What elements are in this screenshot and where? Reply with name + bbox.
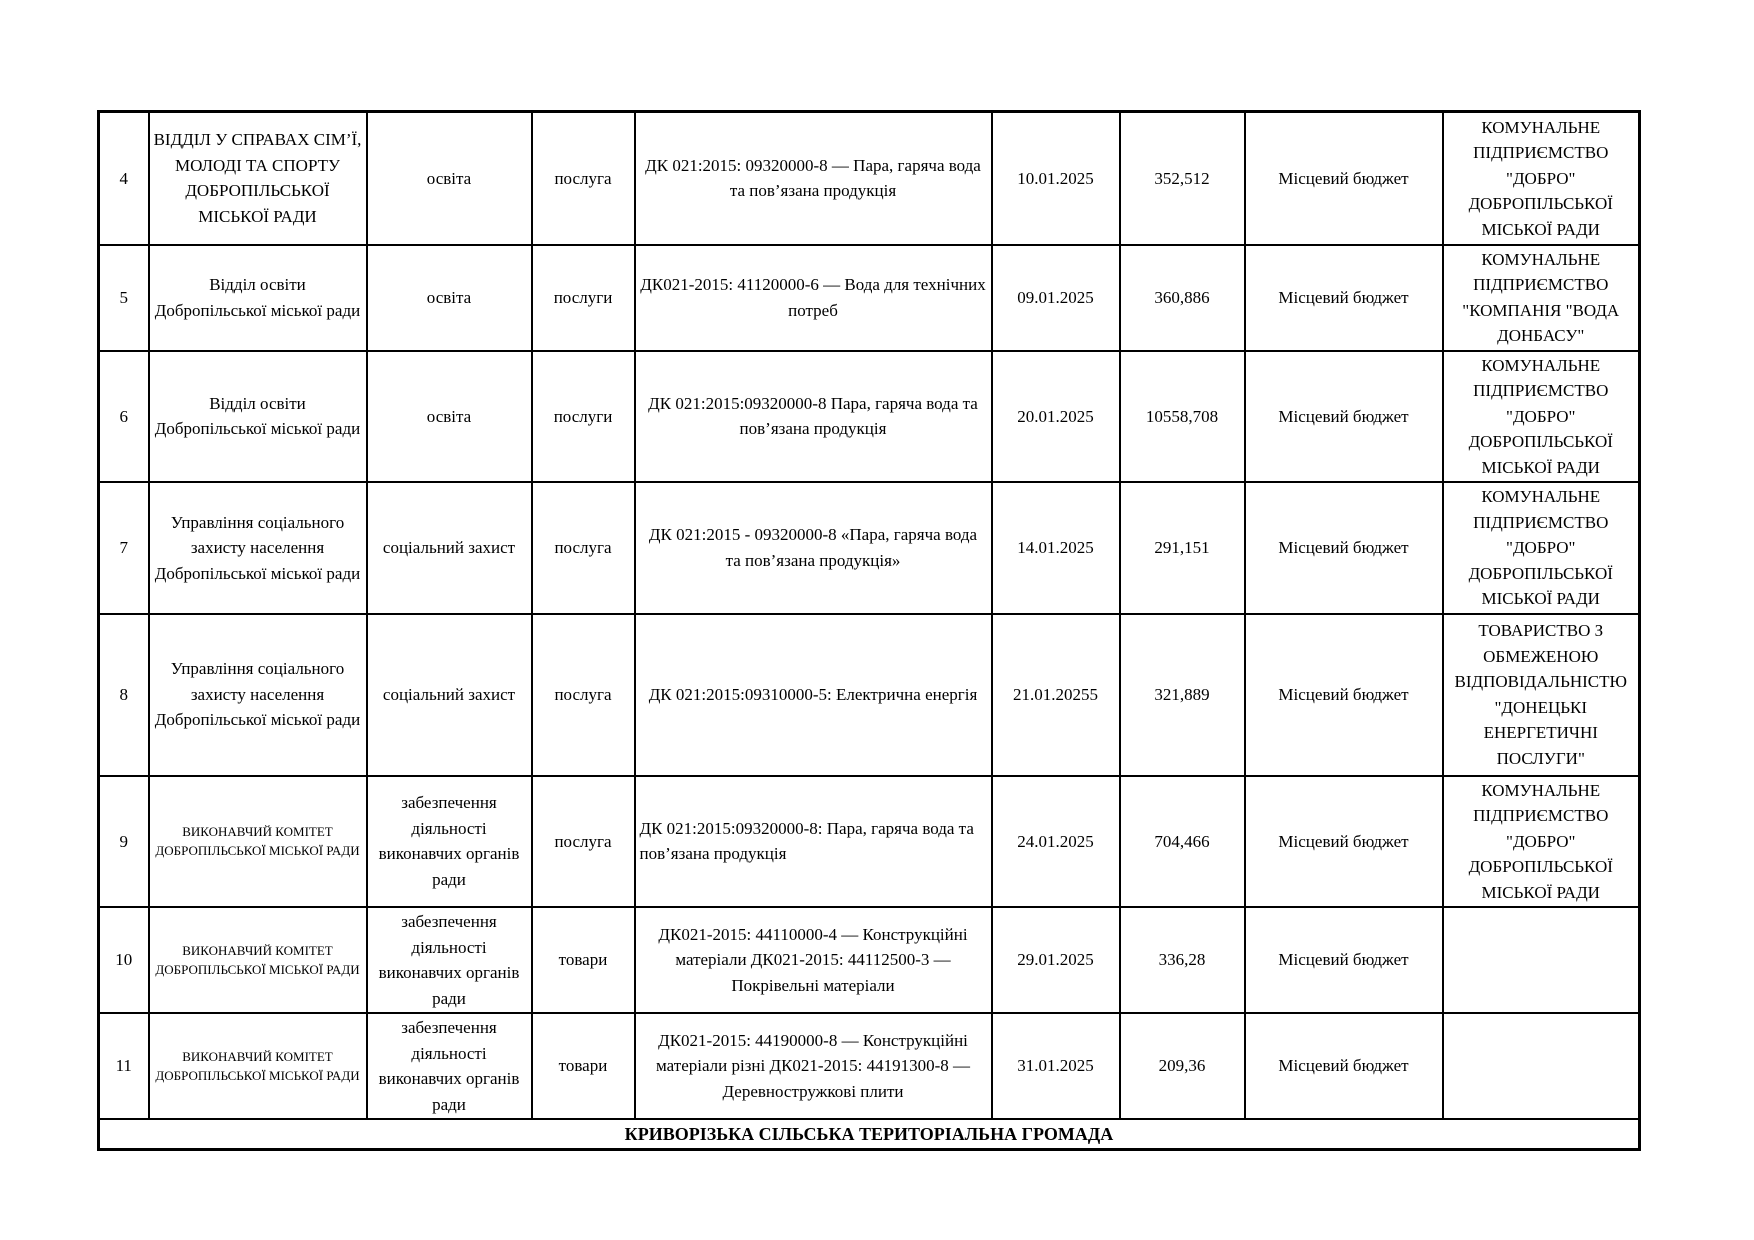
cell-amount: 704,466: [1120, 776, 1245, 908]
cell-procurement-subject: ДК 021:2015 - 09320000-8 «Пара, гаряча вода та пов’язана продукція»: [635, 482, 992, 614]
cell-row-number: 10: [99, 907, 149, 1013]
community-section-header: КРИВОРІЗЬКА СІЛЬСЬКА ТЕРИТОРІАЛЬНА ГРОМАДА: [99, 1119, 1640, 1150]
cell-procurement-subject: ДК021-2015: 44110000-4 — Конструкційні матеріали ДК021-2015: 44112500-3 — Покрівельні матеріали: [635, 907, 992, 1013]
table-row: [99, 776, 1640, 908]
cell-category: забезпечення діяльності виконавчих органів ради: [367, 907, 532, 1013]
cell-category: освіта: [367, 245, 532, 351]
cell-contract-date: 24.01.2025: [992, 776, 1120, 908]
cell-contract-date: 20.01.2025: [992, 351, 1120, 483]
cell-budget-source: Місцевий бюджет: [1245, 776, 1443, 908]
cell-category: соціальний захист: [367, 614, 532, 776]
cell-procurement-subject: ДК 021:2015: 09320000-8 — Пара, гаряча вода та пов’язана продукція: [635, 112, 992, 245]
cell-amount: 336,28: [1120, 907, 1245, 1013]
table-row: [99, 907, 1640, 1013]
cell-budget-source: Місцевий бюджет: [1245, 482, 1443, 614]
cell-supplier: [1443, 1013, 1640, 1119]
table-row: [99, 482, 1640, 614]
cell-supplier: [1443, 907, 1640, 1013]
cell-procurement-subject: ДК 021:2015:09320000-8 Пара, гаряча вода та пов’язана продукція: [635, 351, 992, 483]
cell-budget-source: Місцевий бюджет: [1245, 112, 1443, 245]
cell-supplier: КОМУНАЛЬНЕ ПІДПРИЄМСТВО "ДОБРО" ДОБРОПІЛЬСЬКОЇ МІСЬКОЇ РАДИ: [1443, 351, 1640, 483]
procurement-table: [97, 110, 1641, 1151]
cell-supplier: КОМУНАЛЬНЕ ПІДПРИЄМСТВО "ДОБРО" ДОБРОПІЛЬСЬКОЇ МІСЬКОЇ РАДИ: [1443, 112, 1640, 245]
cell-amount: 352,512: [1120, 112, 1245, 245]
cell-organization: Управління соціального захисту населення Добропільської міської ради: [149, 482, 367, 614]
cell-organization: Відділ освіти Добропільської міської ради: [149, 245, 367, 351]
cell-row-number: 9: [99, 776, 149, 908]
cell-procurement-type: послуга: [532, 112, 635, 245]
cell-amount: 10558,708: [1120, 351, 1245, 483]
table-row: [99, 1013, 1640, 1119]
cell-supplier: КОМУНАЛЬНЕ ПІДПРИЄМСТВО "КОМПАНІЯ "ВОДА ДОНБАСУ": [1443, 245, 1640, 351]
cell-row-number: 11: [99, 1013, 149, 1119]
cell-category: освіта: [367, 112, 532, 245]
table-row: [99, 614, 1640, 776]
cell-contract-date: 29.01.2025: [992, 907, 1120, 1013]
cell-supplier: КОМУНАЛЬНЕ ПІДПРИЄМСТВО "ДОБРО" ДОБРОПІЛЬСЬКОЇ МІСЬКОЇ РАДИ: [1443, 776, 1640, 908]
table-row: [99, 112, 1640, 245]
cell-amount: 321,889: [1120, 614, 1245, 776]
cell-procurement-type: товари: [532, 1013, 635, 1119]
cell-budget-source: Місцевий бюджет: [1245, 614, 1443, 776]
cell-category: забезпечення діяльності виконавчих органів ради: [367, 1013, 532, 1119]
cell-supplier: КОМУНАЛЬНЕ ПІДПРИЄМСТВО "ДОБРО" ДОБРОПІЛЬСЬКОЇ МІСЬКОЇ РАДИ: [1443, 482, 1640, 614]
cell-category: освіта: [367, 351, 532, 483]
cell-procurement-subject: ДК021-2015: 44190000-8 — Конструкційні матеріали різні ДК021-2015: 44191300-8 — Деревностружкові плити: [635, 1013, 992, 1119]
table-row: [99, 351, 1640, 483]
community-section-row: [99, 1119, 1640, 1150]
cell-procurement-subject: ДК 021:2015:09320000-8: Пара, гаряча вода та пов’язана продукція: [635, 776, 992, 908]
cell-procurement-type: послуги: [532, 245, 635, 351]
cell-organization: ВИКОНАВЧИЙ КОМІТЕТ ДОБРОПІЛЬСЬКОЇ МІСЬКОЇ РАДИ: [149, 776, 367, 908]
cell-contract-date: 21.01.20255: [992, 614, 1120, 776]
cell-procurement-type: товари: [532, 907, 635, 1013]
cell-row-number: 5: [99, 245, 149, 351]
cell-procurement-type: послуги: [532, 351, 635, 483]
cell-row-number: 7: [99, 482, 149, 614]
cell-organization: ВИКОНАВЧИЙ КОМІТЕТ ДОБРОПІЛЬСЬКОЇ МІСЬКОЇ РАДИ: [149, 907, 367, 1013]
cell-category: соціальний захист: [367, 482, 532, 614]
table-row: [99, 245, 1640, 351]
cell-budget-source: Місцевий бюджет: [1245, 351, 1443, 483]
procurement-table-body: [99, 112, 1640, 1150]
cell-organization: Управління соціального захисту населення Добропільської міської ради: [149, 614, 367, 776]
cell-amount: 209,36: [1120, 1013, 1245, 1119]
cell-budget-source: Місцевий бюджет: [1245, 1013, 1443, 1119]
cell-budget-source: Місцевий бюджет: [1245, 907, 1443, 1013]
cell-budget-source: Місцевий бюджет: [1245, 245, 1443, 351]
cell-amount: 360,886: [1120, 245, 1245, 351]
cell-organization: ВІДДІЛ У СПРАВАХ СІМ’Ї, МОЛОДІ ТА СПОРТУ ДОБРОПІЛЬСЬКОЇ МІСЬКОЇ РАДИ: [149, 112, 367, 245]
cell-row-number: 6: [99, 351, 149, 483]
cell-procurement-type: послуга: [532, 482, 635, 614]
cell-contract-date: 10.01.2025: [992, 112, 1120, 245]
cell-row-number: 4: [99, 112, 149, 245]
cell-row-number: 8: [99, 614, 149, 776]
cell-amount: 291,151: [1120, 482, 1245, 614]
cell-organization: ВИКОНАВЧИЙ КОМІТЕТ ДОБРОПІЛЬСЬКОЇ МІСЬКОЇ РАДИ: [149, 1013, 367, 1119]
cell-procurement-subject: ДК 021:2015:09310000-5: Електрична енергія: [635, 614, 992, 776]
cell-supplier: ТОВАРИСТВО З ОБМЕЖЕНОЮ ВІДПОВІДАЛЬНІСТЮ "ДОНЕЦЬКІ ЕНЕРГЕТИЧНІ ПОСЛУГИ": [1443, 614, 1640, 776]
cell-category: забезпечення діяльності виконавчих органів ради: [367, 776, 532, 908]
cell-contract-date: 31.01.2025: [992, 1013, 1120, 1119]
cell-organization: Відділ освіти Добропільської міської ради: [149, 351, 367, 483]
cell-procurement-subject: ДК021-2015: 41120000-6 — Вода для технічних потреб: [635, 245, 992, 351]
cell-contract-date: 14.01.2025: [992, 482, 1120, 614]
cell-contract-date: 09.01.2025: [992, 245, 1120, 351]
cell-procurement-type: послуга: [532, 776, 635, 908]
cell-procurement-type: послуга: [532, 614, 635, 776]
